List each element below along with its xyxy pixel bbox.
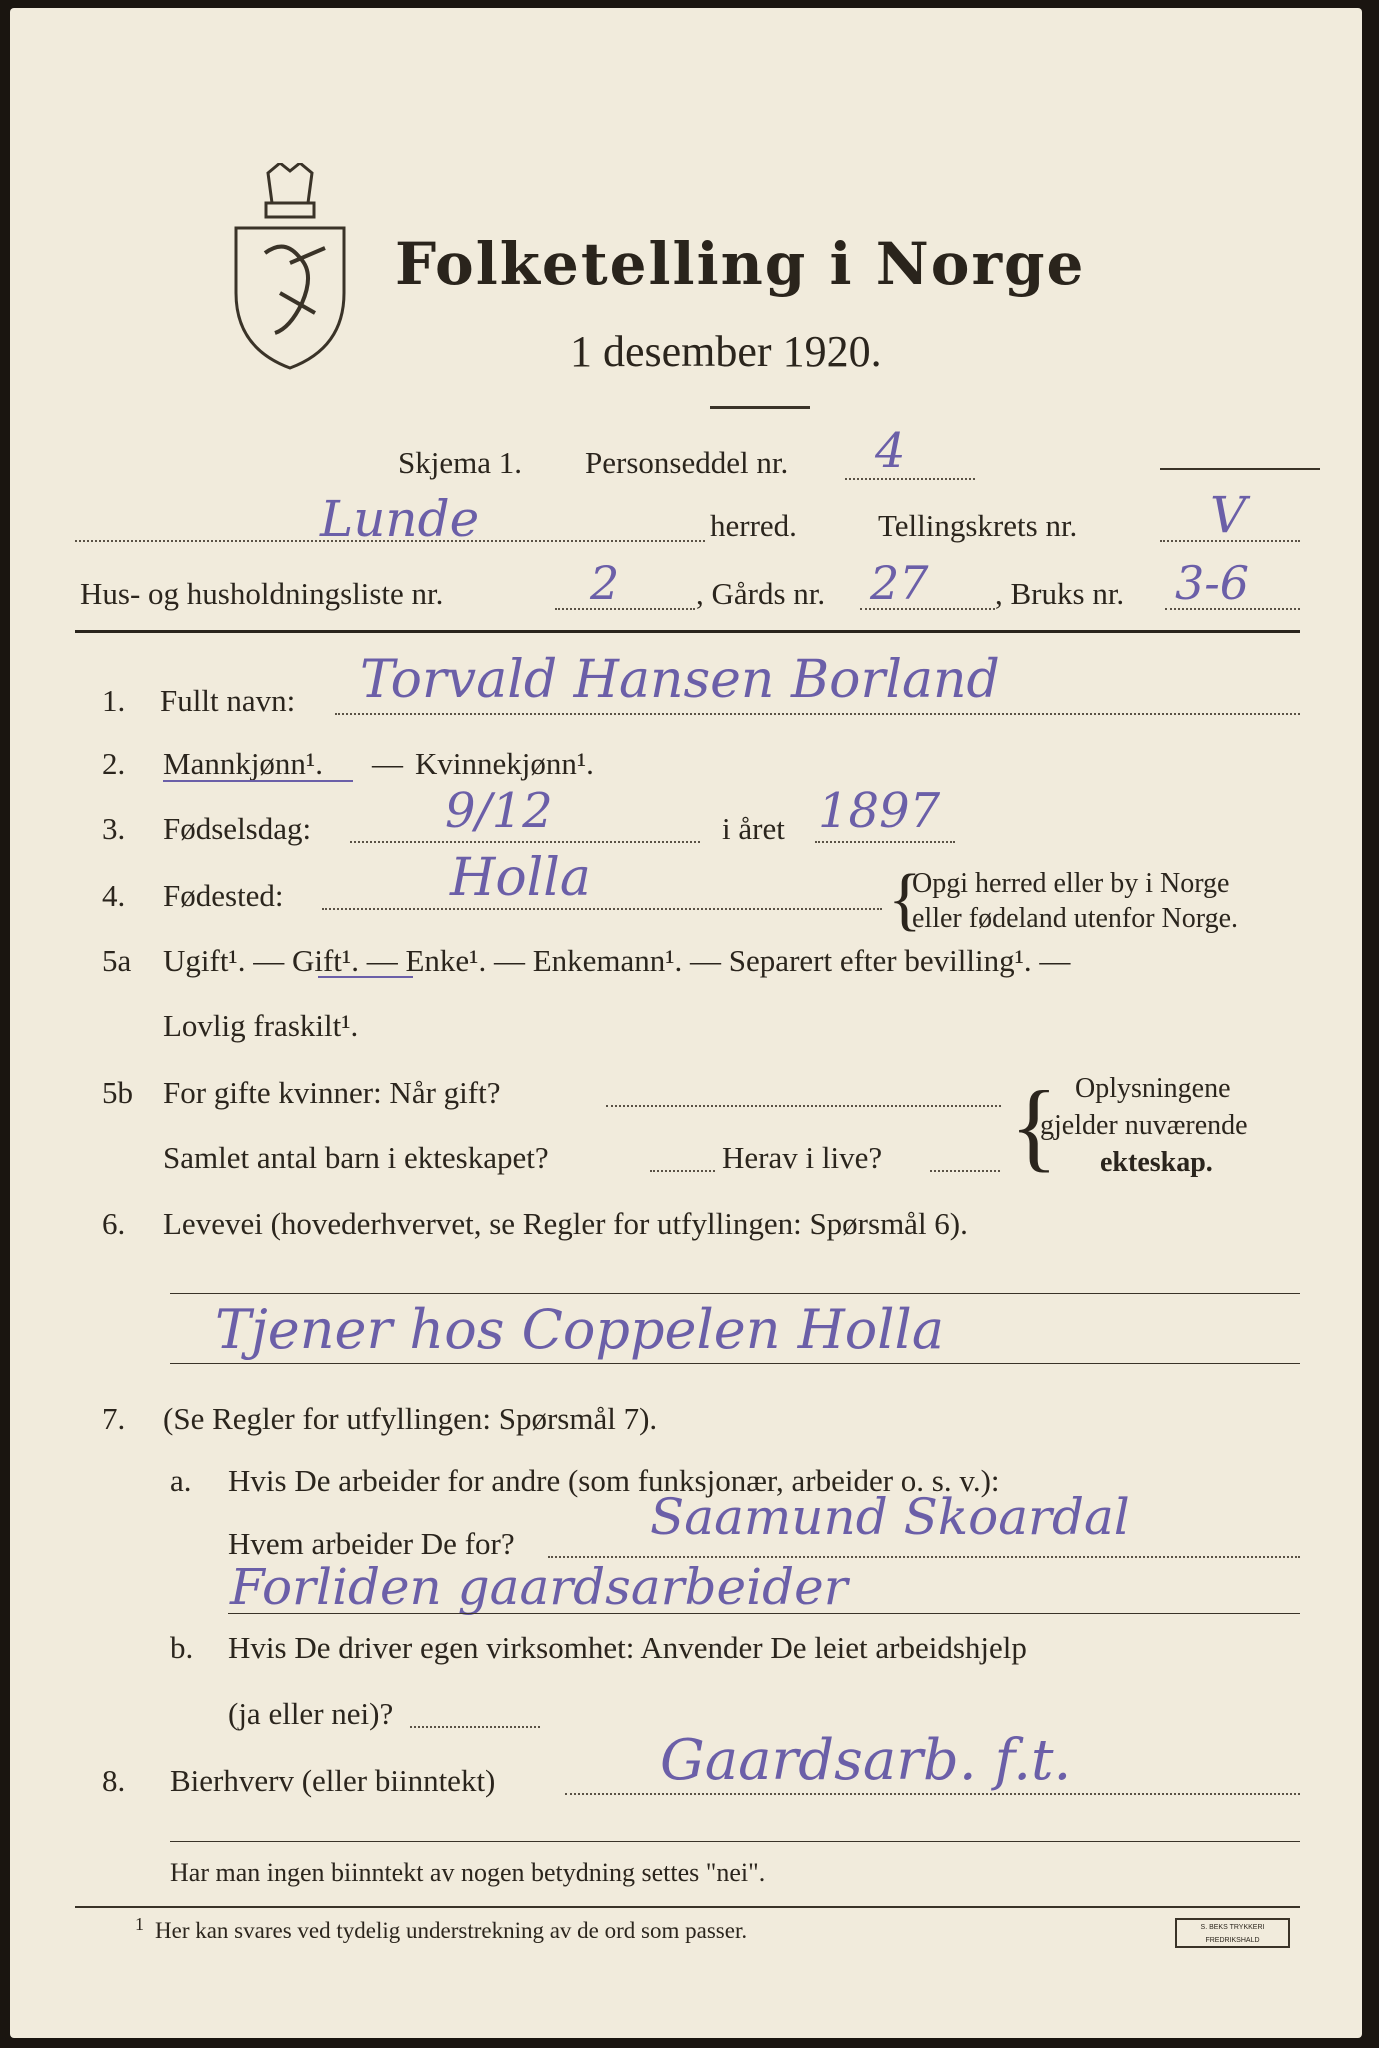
tellingskrets-value: V (1210, 486, 1247, 544)
census-date: 1 desember 1920. (570, 327, 882, 376)
personseddel-value: 4 (875, 423, 906, 479)
q6-line-1 (170, 1293, 1300, 1294)
q2-separator: — (372, 746, 403, 781)
q8-number: 8. (102, 1763, 126, 1798)
biinntekt-note: Har man ingen biinntekt av nogen betydning settes "nei". (170, 1858, 766, 1887)
q3-year-value: 1897 (818, 783, 941, 839)
q5a-options-2: Lovlig fraskilt¹. (163, 1008, 359, 1043)
q1-number: 1. (102, 683, 126, 718)
q4-number: 4. (102, 878, 126, 913)
q1-label: Fullt navn: (160, 683, 296, 718)
q5a-gift-underline (318, 976, 413, 978)
tellingskrets-overline (1160, 468, 1320, 470)
q7a-label-2: Hvem arbeider De for? (228, 1526, 515, 1561)
q4-line (322, 908, 882, 910)
bruks-label: , Bruks nr. (995, 576, 1125, 611)
q5b-children-line (650, 1170, 715, 1172)
hus-label: Hus- og husholdningsliste nr. (80, 576, 444, 611)
census-form-page (10, 8, 1362, 2038)
q4-note-2: eller fødeland utenfor Norge. (912, 903, 1239, 934)
printer-stamp (1175, 1918, 1290, 1948)
q5b-label-2: Samlet antal barn i ekteskapet? (163, 1140, 549, 1175)
q3-label: Fødselsdag: (163, 811, 312, 846)
q2-female: Kvinnekjønn¹. (415, 746, 594, 781)
herred-label: herred. (710, 508, 797, 543)
q2-male: Mannkjønn¹. (163, 746, 323, 781)
q5b-label-3: Herav i live? (722, 1140, 883, 1175)
q7b-label-2: (ja eller nei)? (228, 1696, 394, 1731)
q1-line (335, 713, 1300, 715)
skjema-label: Skjema 1. (398, 445, 522, 480)
herred-value: Lunde (320, 490, 480, 548)
q3-value: 9/12 (445, 783, 553, 839)
q6-value: Tjener hos Coppelen Holla (215, 1298, 945, 1361)
q7-number: 7. (102, 1401, 126, 1436)
q4-brace: { (888, 861, 922, 938)
q5b-number: 5b (102, 1075, 133, 1110)
personseddel-label: Personseddel nr. (585, 445, 789, 480)
q2-male-underline (163, 780, 353, 782)
q6-number: 6. (102, 1206, 126, 1241)
q3-line (350, 841, 700, 843)
q7-label: (Se Regler for utfyllingen: Spørsmål 7). (163, 1401, 658, 1436)
tellingskrets-label: Tellingskrets nr. (878, 508, 1078, 543)
q7a-letter: a. (170, 1463, 192, 1498)
q2-number: 2. (102, 746, 126, 781)
q7a-line-2 (228, 1613, 1300, 1614)
q5b-note-1: Oplysningene (1075, 1073, 1231, 1104)
footnote-divider (75, 1906, 1300, 1908)
hus-value: 2 (590, 556, 620, 610)
q3-year-line (815, 841, 955, 843)
q7b-letter: b. (170, 1630, 194, 1665)
printer-stamp-text: S. BEKS TRYKKERI FREDRIKSHALD (1200, 1924, 1265, 1944)
q5b-note-3: ekteskap. (1100, 1147, 1213, 1178)
q8-label: Bierhverv (eller biinntekt) (170, 1763, 496, 1798)
q4-label: Fødested: (163, 878, 284, 913)
q5b-brace: { (1010, 1070, 1058, 1181)
q6-line-2 (170, 1363, 1300, 1364)
personseddel-line (845, 478, 975, 480)
q5a-options: Ugift¹. — Gift¹. — Enke¹. — Enkemann¹. — Separert efter bevilling¹. — (163, 943, 1071, 978)
q7a-value: Saamund Skoardal (650, 1488, 1130, 1546)
q7a-value-2: Forliden gaardsarbeider (230, 1558, 848, 1616)
q6-label: Levevei (hovederhvervet, se Regler for utfyllingen: Spørsmål 6). (163, 1206, 968, 1241)
q8-value: Gaardsarb. f.t. (660, 1728, 1072, 1793)
q1-value: Torvald Hansen Borland (360, 650, 1000, 710)
q4-note-1: Opgi herred eller by i Norge (912, 868, 1230, 899)
note-divider (170, 1841, 1300, 1842)
q3-number: 3. (102, 811, 126, 846)
q7b-line (410, 1726, 540, 1728)
header-divider (75, 630, 1300, 633)
footnote-text: Her kan svares ved tydelig understrekning av de ord som passer. (155, 1918, 748, 1943)
q5b-note-2: gjelder nuværende (1040, 1110, 1248, 1141)
bruks-value: 3-6 (1175, 556, 1250, 610)
title-divider (710, 406, 810, 409)
gards-value: 27 (870, 556, 929, 610)
q7b-label: Hvis De driver egen virksomhet: Anvender De leiet arbeidshjelp (228, 1630, 1027, 1665)
form-title: Folketelling i Norge (395, 230, 1086, 298)
q3-year-label: i året (722, 811, 785, 846)
q7a-label: Hvis De arbeider for andre (som funksjonær, arbeider o. s. v.): (228, 1463, 1000, 1498)
norway-coat-of-arms-icon (230, 163, 350, 373)
q5b-alive-line (930, 1170, 1000, 1172)
q5b-married-line (606, 1105, 1001, 1107)
footnote-mark: 1 (135, 1914, 144, 1934)
hus-line (555, 608, 695, 610)
q4-value: Holla (450, 848, 591, 908)
q5a-number: 5a (102, 943, 132, 978)
gards-label: , Gårds nr. (696, 576, 826, 611)
q8-line (565, 1793, 1300, 1795)
q5b-label-1: For gifte kvinner: Når gift? (163, 1075, 501, 1110)
